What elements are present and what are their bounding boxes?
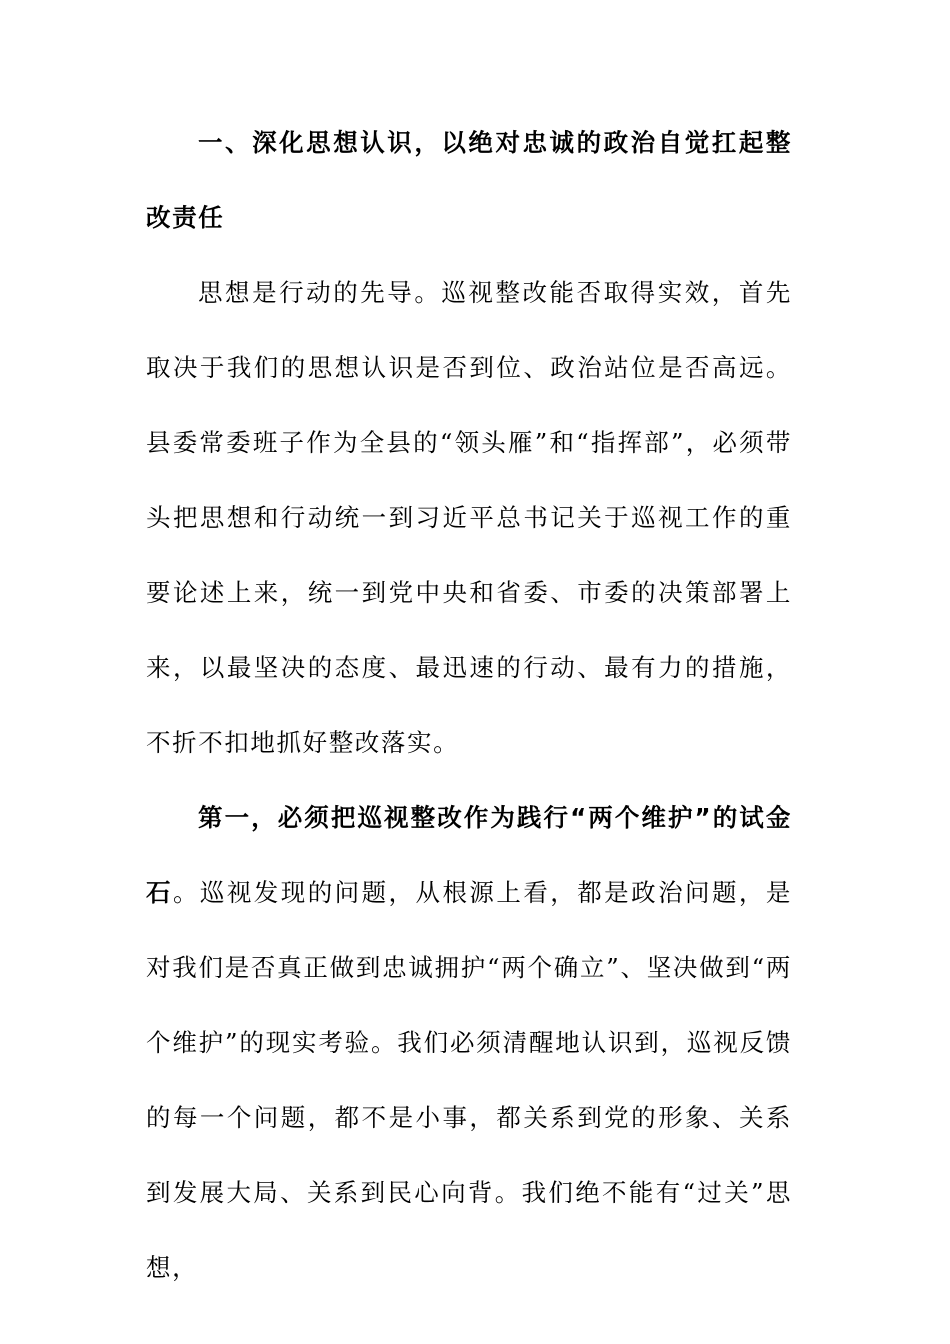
document-body <box>146 105 792 1305</box>
section-heading: 一、深化思想认识，以绝对忠诚的政治自觉扛起整改责任 <box>146 128 792 232</box>
paragraph-thought-guidance: 思想是行动的先导。巡视整改能否取得实效，首先取决于我们的思想认识是否到位、政治站位是否高远。县委常委班子作为全县的“领头雁”和“指挥部”，必须带头把思想和行动统一到习近平总书记关于巡视工作的重要论述上来，统一到党中央和省委、市委的决策部署上来，以最坚决的态度、最迅速的行动、最有力的措施，不折不扣地抓好整改落实。 <box>146 278 792 757</box>
first-point-body: 。巡视发现的问题，从根源上看，都是政治问题，是对我们是否真正做到忠诚拥护“两个确立”、坚决做到“两个维护”的现实考验。我们必须清醒地认识到，巡视反馈的每一个问题，都不是小事，都关系到党的形象、关系到发展大局、关系到民心向背。我们绝不能有“过关”思想， <box>146 878 792 1282</box>
paragraph-first-point <box>146 780 792 1305</box>
first-point-lead: 第一，必须把巡视整改作为践行“两个维护”的试金石 <box>146 803 792 907</box>
